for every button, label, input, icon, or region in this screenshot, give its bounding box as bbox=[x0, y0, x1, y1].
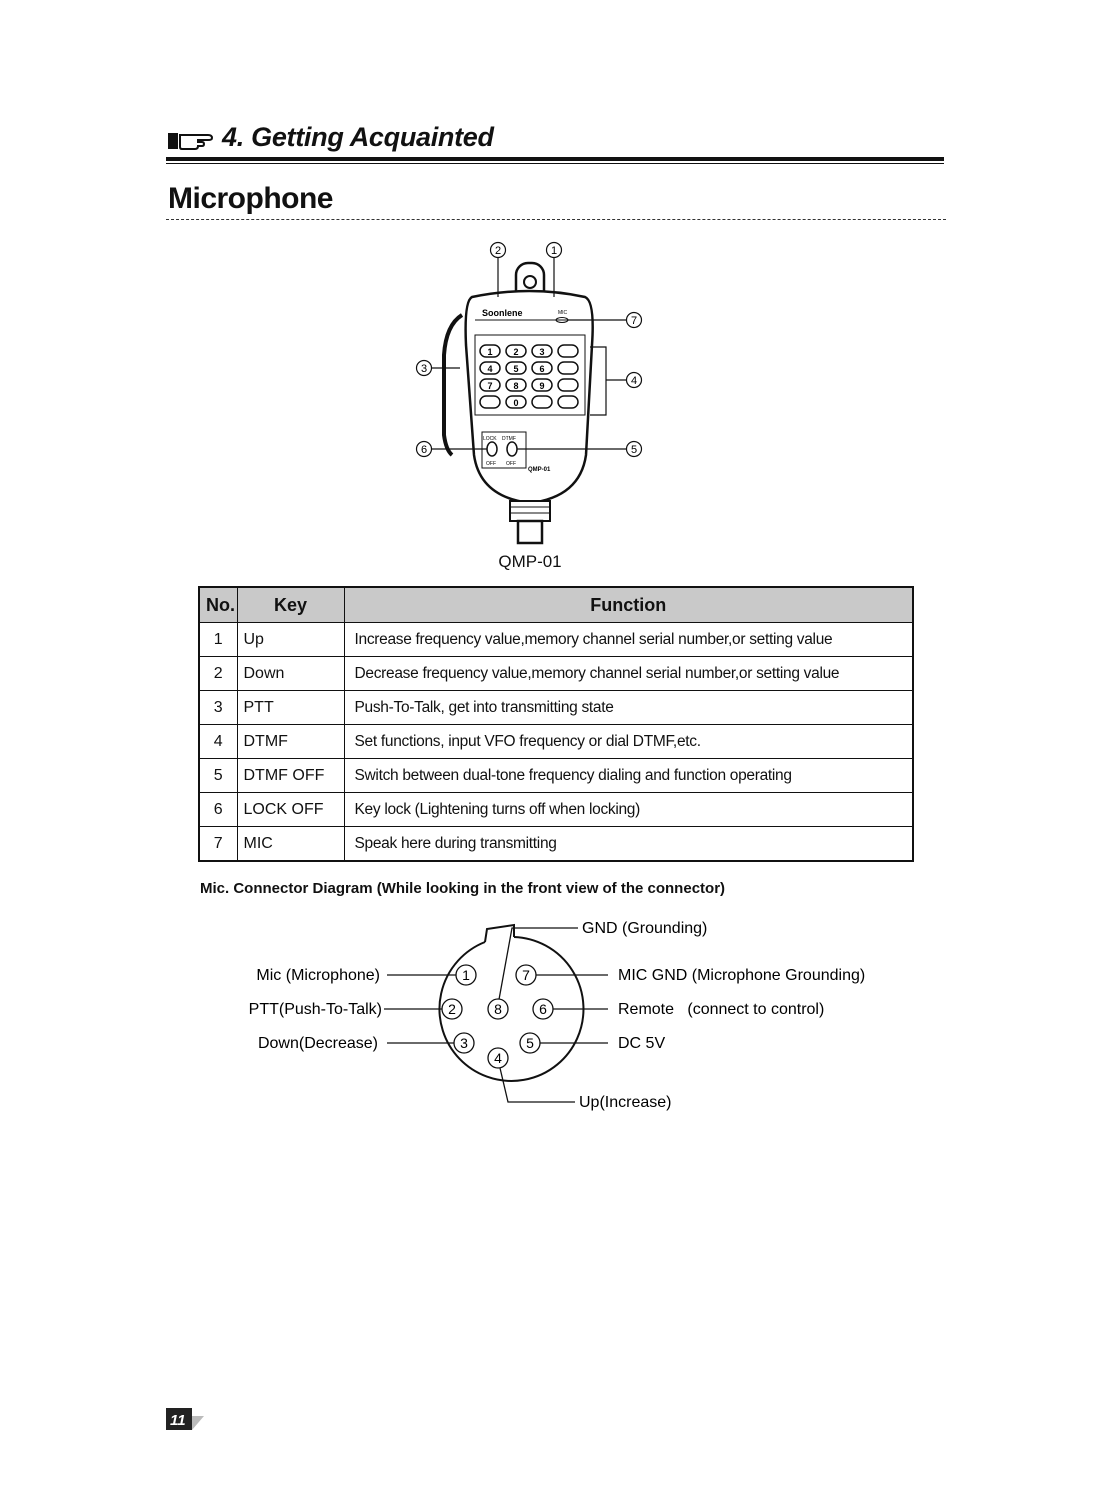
row-no: 7 bbox=[199, 827, 237, 862]
table-row bbox=[199, 623, 913, 657]
connector-title: Mic. Connector Diagram (While looking in the front view of the connector) bbox=[200, 880, 726, 897]
svg-text:OFF: OFF bbox=[486, 461, 496, 467]
label-up: Up(Increase) bbox=[579, 1094, 672, 1111]
row-no: 1 bbox=[199, 623, 237, 657]
mic-caption: QMP-01 bbox=[498, 552, 562, 571]
svg-text:5: 5 bbox=[630, 444, 638, 456]
row-function: Push-To-Talk, get into transmitting state bbox=[344, 691, 913, 725]
svg-text:6: 6 bbox=[539, 364, 545, 374]
pin-8: 8 bbox=[494, 1001, 502, 1017]
svg-text:3: 3 bbox=[420, 363, 428, 375]
table-row bbox=[199, 827, 913, 862]
row-no: 6 bbox=[199, 793, 237, 827]
row-key: DTMF OFF bbox=[237, 759, 344, 793]
label-mic-gnd: MIC GND (Microphone Grounding) bbox=[618, 967, 866, 984]
row-key: LOCK OFF bbox=[237, 793, 344, 827]
row-key: MIC bbox=[237, 827, 344, 862]
table-row bbox=[199, 657, 913, 691]
svg-text:1: 1 bbox=[487, 347, 493, 357]
row-function: Switch between dual-tone frequency dialing and function operating bbox=[344, 759, 913, 793]
section-title: Microphone bbox=[168, 182, 333, 215]
row-no: 4 bbox=[199, 725, 237, 759]
connector-diagram bbox=[180, 905, 940, 1125]
svg-text:9: 9 bbox=[539, 381, 545, 391]
label-gnd: GND (Grounding) bbox=[582, 920, 708, 937]
mic-small-label: MIC bbox=[558, 310, 568, 316]
svg-text:0: 0 bbox=[513, 398, 519, 408]
svg-text:2: 2 bbox=[513, 347, 519, 357]
label-ptt: PTT(Push-To-Talk) bbox=[248, 1001, 382, 1018]
svg-text:4: 4 bbox=[630, 375, 638, 387]
pin-5: 5 bbox=[526, 1035, 534, 1051]
key-function-table bbox=[198, 586, 914, 862]
row-key: Up bbox=[237, 623, 344, 657]
row-function: Key lock (Lightening turns off when locking) bbox=[344, 793, 913, 827]
header-rule-thin bbox=[166, 163, 944, 164]
table-header-row bbox=[199, 587, 913, 623]
svg-text:2: 2 bbox=[494, 245, 502, 257]
section-divider bbox=[166, 219, 946, 220]
row-no: 5 bbox=[199, 759, 237, 793]
page-number: 11 bbox=[170, 1412, 186, 1429]
label-remote: Remote (connect to control) bbox=[618, 1001, 825, 1018]
chapter-title: 4. Getting Acquainted bbox=[222, 122, 494, 152]
svg-text:5: 5 bbox=[513, 364, 519, 374]
table-row bbox=[199, 759, 913, 793]
pin-1: 1 bbox=[462, 967, 470, 983]
pin-7: 7 bbox=[522, 967, 530, 983]
mic-model-small: QMP-01 bbox=[528, 467, 551, 473]
pointing-hand-icon bbox=[168, 127, 216, 153]
svg-text:LOCK: LOCK bbox=[483, 436, 497, 442]
row-key: DTMF bbox=[237, 725, 344, 759]
row-function: Increase frequency value,memory channel serial number,or setting value bbox=[344, 623, 913, 657]
svg-text:8: 8 bbox=[513, 381, 519, 391]
table-row bbox=[199, 793, 913, 827]
page-number-badge bbox=[166, 1408, 204, 1430]
label-down: Down(Decrease) bbox=[257, 1035, 378, 1052]
row-function: Speak here during transmitting bbox=[344, 827, 913, 862]
pin-6: 6 bbox=[539, 1001, 547, 1017]
svg-text:6: 6 bbox=[420, 444, 428, 456]
row-key: PTT bbox=[237, 691, 344, 725]
label-dc: DC 5V bbox=[618, 1035, 666, 1052]
row-no: 3 bbox=[199, 691, 237, 725]
table-row bbox=[199, 725, 913, 759]
row-key: Down bbox=[237, 657, 344, 691]
svg-text:3: 3 bbox=[539, 347, 545, 357]
row-no: 2 bbox=[199, 657, 237, 691]
header-rule bbox=[166, 157, 944, 161]
svg-text:7: 7 bbox=[487, 381, 493, 391]
header-no: No. bbox=[199, 587, 237, 623]
svg-text:1: 1 bbox=[550, 245, 558, 257]
svg-text:DTMF: DTMF bbox=[502, 436, 516, 442]
pin-4: 4 bbox=[494, 1050, 502, 1066]
microphone-illustration bbox=[380, 235, 680, 555]
pin-2: 2 bbox=[448, 1001, 456, 1017]
header-function: Function bbox=[344, 587, 913, 623]
svg-text:4: 4 bbox=[487, 364, 493, 374]
mic-brand: Soonlene bbox=[482, 308, 523, 318]
row-function: Set functions, input VFO frequency or dial DTMF,etc. bbox=[344, 725, 913, 759]
label-mic: Mic (Microphone) bbox=[256, 967, 380, 984]
svg-text:OFF: OFF bbox=[506, 461, 516, 467]
header-key: Key bbox=[237, 587, 344, 623]
svg-text:7: 7 bbox=[630, 315, 638, 327]
table-row bbox=[199, 691, 913, 725]
row-function: Decrease frequency value,memory channel serial number,or setting value bbox=[344, 657, 913, 691]
pin-3: 3 bbox=[460, 1035, 468, 1051]
